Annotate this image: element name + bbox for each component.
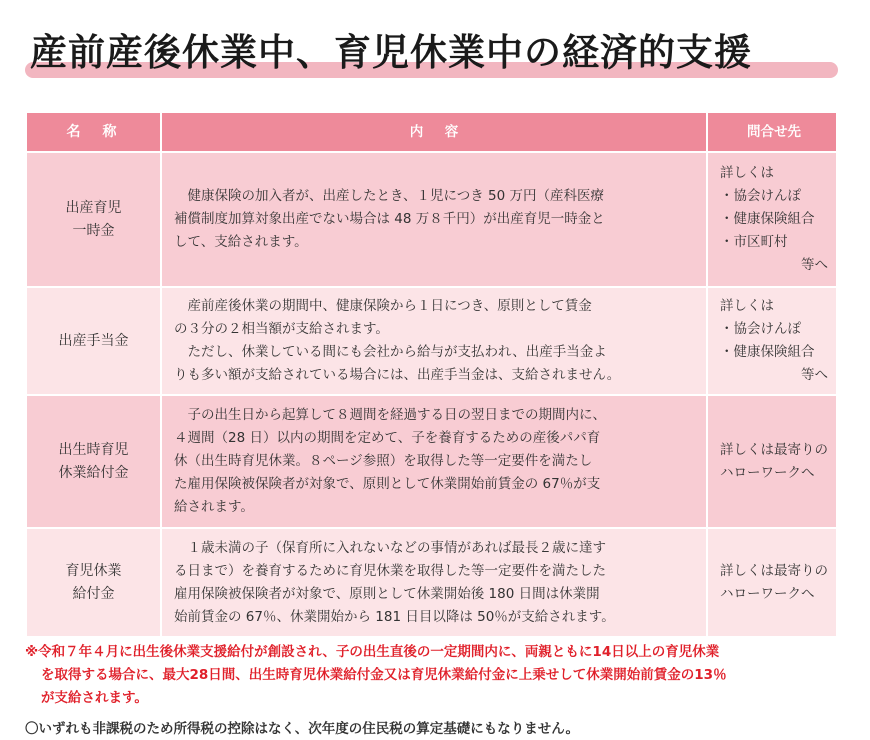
benefit-content-line: る日まで）を養育するために育児休業を取得した等一定要件を満たした	[174, 562, 606, 579]
benefit-contact-line: 詳しくは	[720, 298, 774, 314]
table-row	[26, 152, 837, 287]
benefit-name-line: 育児休業	[65, 562, 122, 579]
table-header	[26, 112, 837, 152]
benefit-content-line: して、支給されます。	[174, 234, 308, 250]
table-row	[26, 528, 837, 637]
benefit-content-line: ４週間（28 日）以内の期間を定めて、子を養育するための産後パパ育	[174, 430, 601, 446]
benefit-name	[26, 395, 161, 528]
benefit-content-line: 補償制度加算対象出産でない場合は 48 万８千円）が出産育児一時金と	[174, 211, 605, 227]
benefit-content-line: た雇用保険被保険者が対象で、原則として休業開始前賃金の 67％が支	[174, 476, 601, 492]
benefit-contact-line: 詳しくは最寄りの	[720, 562, 828, 579]
benefit-name-line: 出産育児	[65, 199, 122, 216]
benefit-content	[161, 395, 707, 528]
benefit-content-line: 子の出生日から起算して８週間を経過する日の翌日までの期間内に、	[174, 407, 606, 423]
benefit-contact-line: ・健康保険組合	[720, 344, 815, 360]
footer-note: 〇いずれも非課税のため所得税の控除はなく、次年度の住民税の算定基礎にもなりません。	[25, 721, 580, 737]
note-line: ※令和７年４月に出生後休業支援給付が創設され、子の出生直後の一定期間内に、両親ともに14日以上の育児休業	[25, 644, 720, 660]
support-table	[25, 111, 838, 638]
benefit-content-line: りも多い額が支給されている場合には、出産手当金は、支給されません。	[174, 367, 621, 383]
note-line: を取得する場合に、最大28日間、出生時育児休業給付金又は育児休業給付金に上乗せして休業開始前賃金の13％	[41, 667, 727, 683]
red-note	[25, 641, 845, 710]
benefit-contact-line: ハローワークへ	[720, 585, 815, 602]
benefit-contact	[707, 528, 837, 637]
benefit-contact-line: ハローワークへ	[720, 464, 815, 481]
benefit-contact	[707, 152, 837, 287]
benefit-name	[26, 152, 161, 287]
benefit-content	[161, 528, 707, 637]
benefit-content-line: 給されます。	[174, 499, 254, 515]
benefit-content-line: 休（出生時育児休業。８ページ参照）を取得した等一定要件を満たし	[174, 453, 593, 469]
table-row	[26, 395, 837, 528]
header-content: 内 容	[161, 112, 707, 152]
table-row	[26, 287, 837, 395]
header-contact: 問合せ先	[707, 112, 837, 152]
benefit-content-line: 雇用保険被保険者が対象で、原則として休業開始後 180 日間は休業開	[174, 585, 600, 602]
benefit-contact	[707, 395, 837, 528]
note-line: が支給されます。	[41, 690, 148, 706]
benefit-content-line: ただし、休業している間にも会社から給与が支払われ、出産手当金よ	[174, 344, 607, 360]
benefit-content-line: 健康保険の加入者が、出産したとき、１児につき 50 万円（産科医療	[174, 188, 604, 204]
contact-suffix: 等へ	[801, 367, 828, 383]
benefit-name-line: 出産手当金	[58, 332, 129, 349]
benefit-name	[26, 528, 161, 637]
benefit-contact-line: ・協会けんぽ	[720, 321, 801, 337]
benefit-content-line: 産前産後休業の期間中、健康保険から１日につき、原則として賃金	[174, 298, 592, 314]
benefit-name-line: 休業給付金	[58, 464, 129, 481]
benefit-name-line: 一時金	[72, 222, 115, 239]
benefit-name-line: 出生時育児	[58, 441, 129, 458]
benefit-content-line: 始前賃金の 67％、休業開始から 181 日目以降は 50％が支給されます。	[174, 608, 615, 625]
benefit-content	[161, 152, 707, 287]
benefit-contact-line: ・協会けんぽ	[720, 188, 801, 204]
benefit-contact-line: 詳しくは	[720, 165, 774, 181]
benefit-content-line: １歳未満の子（保育所に入れないなどの事情があれば最長２歳に達す	[174, 539, 606, 556]
header-name: 名 称	[26, 112, 161, 152]
benefit-contact-line: 詳しくは最寄りの	[720, 441, 828, 458]
benefit-name-line: 給付金	[72, 585, 115, 602]
benefit-name	[26, 287, 161, 395]
benefit-contact-line: ・市区町村	[720, 234, 788, 250]
page-title: 産前産後休業中、育児休業中の経済的支援	[30, 31, 752, 74]
contact-suffix: 等へ	[801, 257, 828, 273]
benefit-content	[161, 287, 707, 395]
benefit-content-line: の３分の２相当額が支給されます。	[174, 321, 389, 337]
benefit-contact-line: ・健康保険組合	[720, 211, 815, 227]
benefit-contact	[707, 287, 837, 395]
